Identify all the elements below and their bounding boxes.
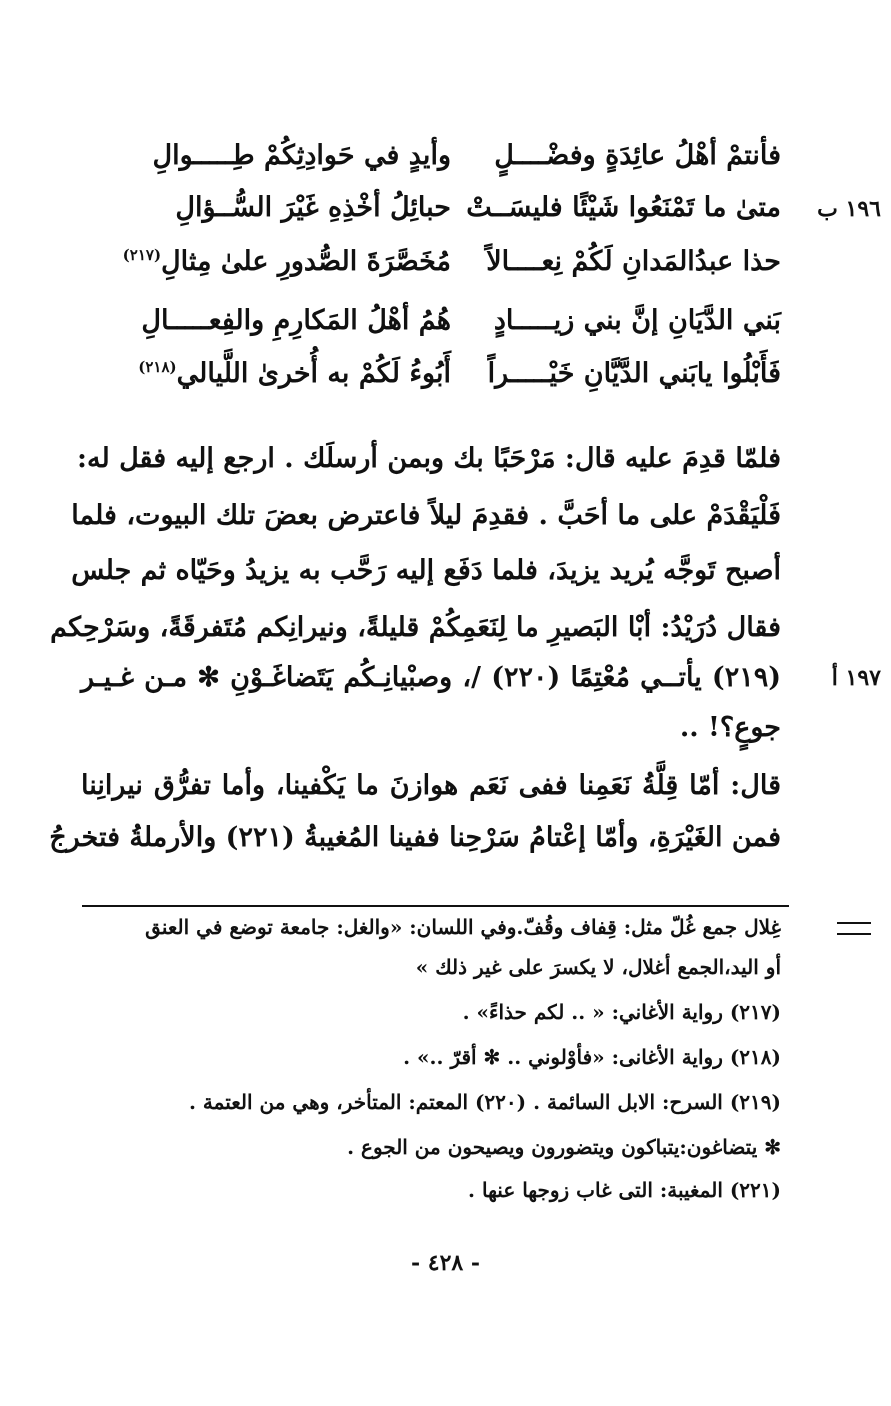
verse-4-second-hemistich: هُمُ أهْلُ المَكارِمِ والفِعـــــالِ: [141, 305, 451, 336]
prose-line-8: فمن الغَيْرَةِ، وأمّا إعْتامُ سَرْحِنا ففينا المُغيبةُ (٢٢١) والأرملةُ فتخرجُ: [49, 822, 781, 853]
continuation-mark: [837, 922, 871, 935]
footnote-rule: [82, 905, 789, 907]
page-number: - ٤٢٨ -: [410, 1250, 481, 1276]
verse-4-first-hemistich: بَني الدَّيَانِ إنَّ بني زيـــــادٍ: [493, 305, 781, 336]
margin-note-197a: ١٩٧ أ: [831, 665, 881, 691]
prose-line-7: قال: أمّا قِلَّةُ نَعَمِنا ففى نَعَم هوازنَ ما يَكْفينا، وأما تفرُّق نيرانِنا: [81, 770, 781, 801]
footnote-217: (٢١٧) رواية الأغاني: « .. لكم حذاءً» .: [462, 1000, 781, 1024]
verse-3-first-hemistich: حذا عبدُالمَدانِ لَكُمْ نِعــــالاً: [486, 246, 781, 277]
footnote-ref-218: (٢١٨): [138, 358, 177, 376]
verse-2-first-hemistich: متىٰ ما تَمْنَعُوا شَيْئًا فليسَــتْ: [466, 192, 781, 223]
verse-1-first-hemistich: فأنتمْ أهْلُ عائِدَةٍ وفضْــــلٍ: [494, 140, 781, 171]
footnote-219-220: (٢١٩) السرح: الابل السائمة . (٢٢٠) المعتم: المتأخر، وهي من العتمة .: [189, 1090, 781, 1114]
footnote-continuation-1: غِلال جمع غُلّ مثل: قِفاف وقُفّ.وفي اللسان: «والغل: جامعة توضع في العنق: [145, 915, 781, 939]
footnote-221: (٢٢١) المغيبة: التى غاب زوجها عنها .: [468, 1178, 781, 1202]
footnote-star: ✻ يتضاغون:يتباكون ويتضورون ويصيحون من الجوع .: [347, 1135, 781, 1159]
prose-line-5: (٢١٩) يأتــي مُعْتِمًا (٢٢٠) ‎/، وصبْيانِـكُم يَتَضاغَـوْنِ ✻ مـن غـيـر: [81, 662, 781, 693]
verse-2-second-hemistich: حبائِلُ أخْذِهِ غَيْرَ السُّــؤالِ: [175, 192, 451, 223]
margin-note-196b: ١٩٦ ب: [817, 196, 881, 222]
verse-5-second-hemistich: [81, 358, 451, 389]
prose-line-3: أصبح تَوجَّه يُريد يزيدَ، فلما دَفَع إليه رَحَّب به يزيدُ وحَيّاه ثم جلس: [71, 555, 781, 586]
verse-3-second-text: مُخَصَّرَةَ الصُّدورِ علىٰ مِثالِ: [161, 246, 451, 277]
prose-line-4: فقال دُرَيْدُ: أبْا البَصيرِ ما لِنَعَمِكُمْ قليلةً، ونيرانِكم مُتَفرقَةً، وسَرْحِكم: [50, 612, 781, 643]
prose-line-1: فلمّا قدِمَ عليه قال: مَرْحَبًا بك وبمن أرسلَك . ارجع إليه فقل له:: [77, 443, 781, 474]
verse-5-second-text: أَبُوءُ لَكُمْ به أُخرىٰ اللَّيالي: [176, 358, 451, 389]
verse-3-second-hemistich: [81, 246, 451, 277]
footnote-ref-217: (٢١٧): [122, 246, 162, 264]
verse-5-first-hemistich: فَأَبْلُوا يابَني الدَّيَّانِ خَيْـــــراً: [487, 358, 781, 389]
prose-line-6: جوعٍ؟! ..: [679, 712, 781, 743]
prose-line-2: فَلْيَقْدَمْ على ما أحَبَّ . فقدِمَ ليلاً فاعترض بعضَ تلك البيوت، فلما: [71, 500, 781, 531]
verse-1-second-hemistich: وأيدٍ في حَوادِثِكُمْ طِـــــوالِ: [152, 140, 451, 171]
footnote-218: (٢١٨) رواية الأغانى: «فأوْلوني .. ✻ أقرّ ..» .: [403, 1045, 781, 1069]
footnote-continuation-2: أو اليد،الجمع أغلال، لا يكسرَ على غير ذلك »: [415, 955, 781, 979]
